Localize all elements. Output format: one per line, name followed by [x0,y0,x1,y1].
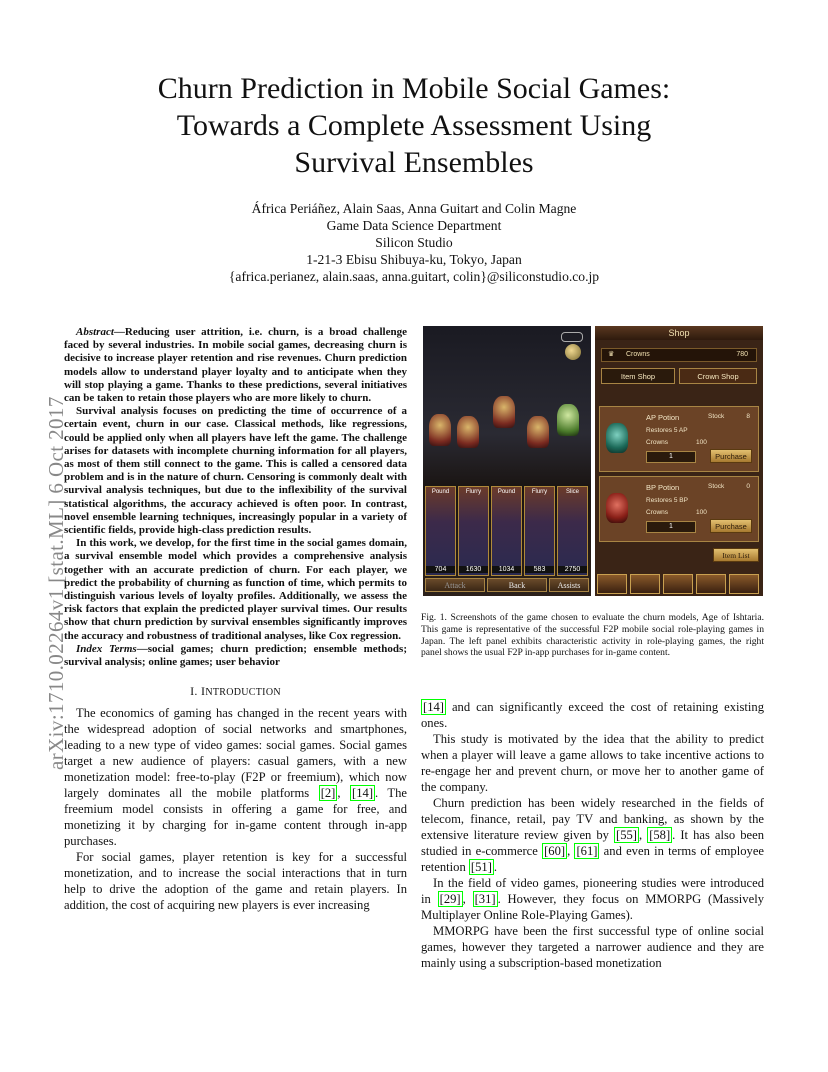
citation-link[interactable]: [58] [649,828,671,842]
hero-card[interactable] [524,486,555,576]
author-company: Silicon Studio [375,235,453,250]
citation-link[interactable]: [55] [616,828,637,842]
text-run: , [462,892,473,906]
hero-hp: 1034 [492,566,521,573]
index-terms-label: Index Terms [76,642,137,655]
nav-icon[interactable] [696,574,726,594]
item-stock: 0 [746,483,750,490]
paper-title [60,70,768,181]
abstract-paragraph: Survival analysis focuses on predicting the time of occurrence of a certain event, churn in our case. Classical methods, like regressions, could be applied only when all players have left the game. The challenge arises for datasets with incomplete churning information for all players, as most of them still connect to the game. This is called a censored data problem and is in the nature of churn. Censoring is commonly dealt with survival analysis techniques, but due to the inflexibility of the survival statistical algorithms, the accuracy achieved is often poor. In contrast, novel ensemble learning techniques, increasingly popular in a variety of scientific fields, provide high-class prediction results. [64,405,407,537]
hero-skill: Pound [497,489,516,495]
crowns-label: Crowns [626,351,650,358]
item-stock: 8 [746,413,750,420]
text-run: , [567,844,575,858]
nav-icon[interactable] [597,574,627,594]
author-names: África Periáñez, Alain Saas, Anna Guitart and Colin Magne [251,201,577,216]
game-battle-screenshot [423,326,591,596]
title-line: Churn Prediction in Mobile Social Games: [157,72,671,105]
paragraph: This study is motivated by the idea that the ability to predict when a player will leave a game allows to take incentive actions to re-engage her and prevent churn, or move her to another game of the company. [421,732,764,794]
hero-skill: Flurry [465,489,482,495]
item-price-label: Crowns [646,439,669,446]
enemy-sprite [557,404,579,436]
item-stock-label: Stock [708,413,725,420]
paragraph: MMORPG have been the first successful type of online social games, however they targeted a narrower audience and they are mainly using a subscription-based monetization [421,924,764,970]
text-run: , [639,828,648,842]
hero-hp: 704 [426,566,455,573]
abstract-paragraph: In this work, we develop, for the first time in the social games domain, a survival ensemble model which provides a comprehensive analysis together with an accurate prediction of churn. For each player, we predict the probability of churning as function of time, which permits to distinguish various levels of loyalty profiles. Additionally, we assess the risk factors that explain the predicted player survival times. Our results show that churn prediction by survival ensembles significantly improves the accuracy and robustness of traditional analyses, like Cox regression. [64,537,407,642]
back-button[interactable]: Back [487,578,547,592]
author-block [120,200,708,285]
nav-icon[interactable] [729,574,759,594]
quantity-field[interactable]: 1 [646,521,696,533]
menu-icon [561,332,583,342]
paragraph [64,705,407,849]
text-run: and can significantly exceed the cost of retaining existing ones. [421,700,764,730]
crowns-value: 780 [736,351,748,358]
citation-link[interactable]: [2] [320,786,336,801]
author-emails: {africa.perianez, alain.saas, anna.guitart, colin}@siliconstudio.co.jp [228,269,600,284]
section-title-rest: NTRODUCTION [205,687,281,699]
item-price-label: Crowns [646,509,669,516]
arxiv-id: arXiv:1710.02264v1 [stat.ML] 6 Oct 2017 [44,396,68,770]
potion-icon [606,423,628,453]
shop-nav-bar [597,574,761,594]
paragraph [421,699,764,731]
assists-button[interactable]: Assists [549,578,589,592]
paragraph [421,875,764,923]
quantity-field[interactable]: 1 [646,451,696,463]
text-run: . [493,860,498,874]
abstract-label: Abstract [76,326,114,338]
item-price: 100 [696,439,707,446]
item-desc: Restores 5 AP [646,427,688,434]
text-run: . However, they focus on MMORPG (Massively Multiplayer Online Role-Playing Games). [421,892,764,922]
index-terms [64,643,407,669]
hero-card[interactable] [458,486,489,576]
crowns-balance [601,348,757,362]
abstract-text: —Reducing user attrition, i.e. churn, is a broad challenge faced by several industries. In mobile social games, decreasing churn is decisive to increase player retention and rise revenues. Churn prediction models allow to understand player loyalty and to anticipate when they will stop playing a game. Thanks to these predictions, several initiatives can be taken to retain those players who are more likely to churn. [64,326,407,405]
title-line: Towards a Complete Assessment Using [176,109,652,142]
hero-hp: 583 [525,566,554,573]
section-title-first: I [201,684,206,699]
paragraph [421,795,764,875]
citation-link[interactable]: [14] [352,786,374,801]
citation-link[interactable]: [29] [439,892,461,906]
shop-item-ap-potion [599,406,759,472]
potion-icon [606,493,628,523]
moon-icon [565,344,581,360]
nav-icon[interactable] [663,574,693,594]
arxiv-stamp [22,290,68,770]
game-shop-screenshot [595,326,763,596]
left-column [64,326,407,913]
abstract-paragraph [64,326,407,405]
hero-party [425,486,589,576]
hero-skill: Slice [565,489,579,495]
hero-hp: 2750 [558,566,587,573]
shop-header: Shop [595,326,763,340]
section-heading [64,683,407,701]
author-address: 1-21-3 Ebisu Shibuya-ku, Tokyo, Japan [306,252,522,267]
item-name: AP Potion [646,413,680,422]
item-stock-label: Stock [708,483,725,490]
hero-card[interactable] [491,486,522,576]
text-run: and even in terms of employee retention [421,844,764,874]
intro-text [64,705,407,913]
paragraph: For social games, player retention is key for a successful monetization, and to increase the social interactions that in turn help to drive the adoption of the game and retain players. In addition, the cost of acquiring new players is ever increasing [64,850,407,913]
citation-link[interactable]: [51] [470,860,492,874]
item-name: BP Potion [646,483,680,492]
purchase-button[interactable]: Purchase [710,519,752,533]
index-terms-text: —social games; churn prediction; ensemble methods; survival analysis; online games; user behavior [64,642,407,669]
text-run: . It has also been studied in e-commerce [421,828,764,858]
shop-item-bp-potion [599,476,759,542]
enemy-sprite [457,416,479,448]
enemy-sprite [493,396,515,428]
title-line: Survival Ensembles [294,146,534,179]
section-number: I. [190,684,198,699]
figure-1 [423,326,763,596]
crown-icon: ♛ [608,351,615,358]
item-desc: Restores 5 BP [646,497,688,504]
text-run: In the field of video games, pioneering studies were introduced in [421,876,764,906]
figure-caption: Fig. 1. Screenshots of the game chosen to evaluate the churn models, Age of Ishtaria. This game is representative of the successful F2P mobile social role-playing games in Japan. The left panel exhibits characteristic activity in role-playing games, the right panel shows the usual F2P in-app purchases for in-game content. [421,612,764,659]
item-list-button[interactable]: Item List [713,548,759,562]
citation-link[interactable]: [14] [423,700,444,714]
tab-crown-shop[interactable]: Crown Shop [679,368,757,384]
hero-skill: Flurry [531,489,548,495]
citation-link[interactable]: [31] [474,892,496,906]
hero-card[interactable] [425,486,456,576]
text-run: , [337,786,351,801]
text-run: The economics of gaming has changed in the recent years with the widespread adoption of social networks and smartphones, leading to a new type of video games: social games. Social games target a new audience of players: casual gamers, with a new monetization model: free-to-play (F2P or freemium), which now largely dominates all the mobile platforms [64,706,407,801]
text-run: . The freemium model consists in offering a game for free, and monetizing it by charging for in-game content through in-app purchases. [64,786,408,849]
purchase-button[interactable]: Purchase [710,449,752,463]
enemy-sprite [429,414,451,446]
author-department: Game Data Science Department [326,218,502,233]
hero-card[interactable] [557,486,588,576]
citation-link[interactable]: [61] [576,844,598,858]
hero-hp: 1630 [459,566,488,573]
hero-skill: Pound [431,489,450,495]
item-price: 100 [696,509,707,516]
enemy-sprite [527,416,549,448]
tab-item-shop[interactable]: Item Shop [601,368,675,384]
right-column [421,699,764,971]
attack-button[interactable]: Attack [425,578,485,592]
citation-link[interactable]: [60] [544,844,566,858]
text-run: Churn prediction has been widely researched in the fields of telecom, finance, retail, pay TV and banking, as shown by the extensive literature review given by [421,796,764,842]
nav-icon[interactable] [630,574,660,594]
abstract [64,326,407,669]
